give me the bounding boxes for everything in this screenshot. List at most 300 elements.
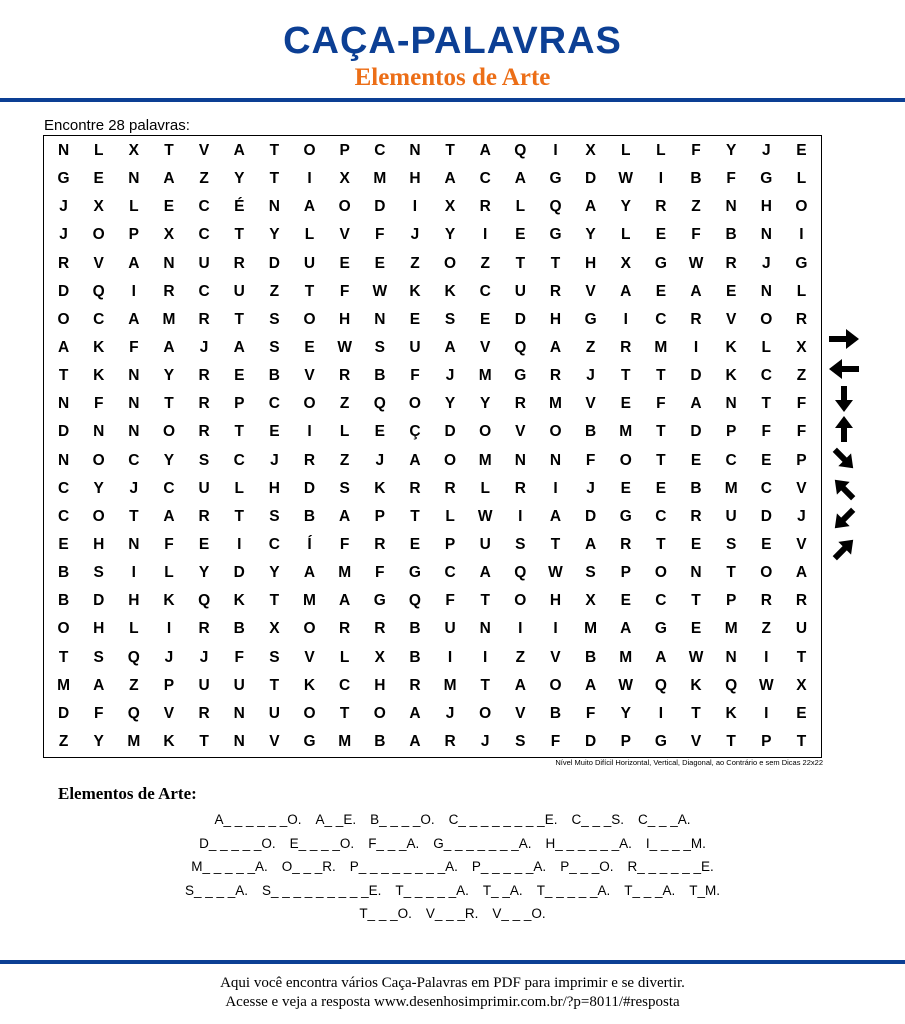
- grid-letter: I: [483, 226, 488, 244]
- grid-letter: P: [761, 732, 772, 750]
- grid-letter: T: [726, 732, 736, 750]
- grid-letter: T: [621, 367, 631, 385]
- grid-letter: R: [163, 282, 175, 300]
- grid-letter: O: [162, 423, 175, 441]
- grid-letter: L: [129, 620, 139, 638]
- grid-letter: I: [518, 507, 523, 525]
- grid-letter: O: [92, 226, 105, 244]
- grid-letter: A: [549, 339, 562, 357]
- difficulty-note: Nível Muito Difícil Horizontal, Vertical, Diagonal, ao Contrário e sem Dicas 22x22: [555, 758, 823, 767]
- grid-letter: L: [796, 282, 807, 300]
- grid-letter: D: [93, 592, 105, 610]
- grid-letter: R: [655, 198, 667, 216]
- grid-letter: P: [725, 423, 737, 441]
- wordlist-item: T_M.: [689, 882, 721, 898]
- grid-letter: Z: [480, 254, 490, 272]
- grid-letter: O: [619, 451, 632, 469]
- grid-letter: F: [164, 535, 174, 553]
- grid-letter: P: [444, 535, 456, 553]
- grid-letter: A: [655, 648, 667, 666]
- grid-letter: L: [93, 142, 104, 160]
- grid-letter: G: [654, 732, 667, 750]
- grid-letter: H: [409, 170, 421, 188]
- grid-letter: A: [444, 339, 456, 357]
- grid-letter: G: [619, 507, 632, 525]
- grid-letter: U: [268, 704, 280, 722]
- grid-letter: S: [585, 564, 596, 582]
- grid-letter: R: [725, 254, 737, 272]
- grid-letter: N: [128, 367, 140, 385]
- grid-letter: E: [93, 170, 104, 188]
- grid-letter: O: [408, 395, 421, 413]
- grid-letter: T: [269, 592, 280, 610]
- grid-letter: Y: [620, 198, 631, 216]
- grid-letter: T: [656, 367, 666, 385]
- grid-letter: A: [514, 676, 526, 694]
- grid-letter: N: [57, 142, 70, 160]
- grid-letter: T: [199, 732, 209, 750]
- grid-letter: F: [93, 395, 104, 413]
- grid-letter: S: [269, 339, 280, 357]
- grid-letter: F: [234, 648, 244, 666]
- grid-letter: S: [269, 310, 280, 328]
- grid-letter: V: [339, 226, 350, 244]
- grid-letter: E: [58, 535, 69, 553]
- grid-letter: A: [585, 198, 597, 216]
- grid-letter: M: [654, 339, 668, 357]
- wordlist-item: F_ _ _A.: [368, 835, 420, 851]
- grid-letter: I: [131, 564, 136, 582]
- grid-letter: V: [480, 339, 491, 357]
- grid-letter: Q: [127, 704, 140, 722]
- grid-letter: R: [374, 620, 386, 638]
- grid-letter: X: [444, 198, 456, 216]
- grid-letter: U: [303, 254, 316, 272]
- grid-letter: G: [584, 310, 597, 328]
- grid-letter: I: [447, 648, 453, 666]
- grid-letter: A: [233, 142, 245, 160]
- grid-letter: M: [338, 732, 352, 750]
- grid-letter: J: [59, 226, 68, 244]
- grid-letter: A: [339, 592, 351, 610]
- grid-letter: O: [92, 507, 105, 525]
- grid-letter: M: [549, 395, 562, 413]
- grid-letter: S: [93, 648, 104, 666]
- grid-letter: P: [620, 732, 631, 750]
- grid-letter: E: [304, 339, 315, 357]
- grid-letter: E: [725, 282, 737, 300]
- grid-letter: J: [199, 648, 209, 666]
- grid-letter: I: [553, 479, 558, 497]
- footer-line-1: Aqui você encontra vários Caça-Palavras em PDF para imprimir e se divertir.: [220, 975, 685, 991]
- grid-letter: A: [585, 676, 597, 694]
- grid-letter: B: [585, 423, 597, 441]
- grid-letter: C: [163, 479, 175, 497]
- grid-letter: Y: [93, 479, 104, 497]
- grid-letter: D: [585, 507, 597, 525]
- grid-letter: C: [655, 592, 667, 610]
- grid-letter: P: [620, 564, 631, 582]
- grid-letter: A: [409, 704, 421, 722]
- grid-letter: F: [796, 423, 807, 441]
- grid-letter: F: [445, 592, 455, 610]
- grid-letter: F: [375, 226, 385, 244]
- grid-letter: F: [691, 142, 701, 160]
- grid-letter: E: [655, 479, 667, 497]
- grid-letter: N: [760, 282, 772, 300]
- grid-letter: K: [690, 676, 702, 694]
- grid-letter: R: [233, 254, 245, 272]
- arrow-down-right-icon: [826, 445, 862, 473]
- grid-letter: U: [233, 282, 245, 300]
- grid-letter: O: [760, 564, 773, 582]
- grid-letter: L: [621, 142, 631, 160]
- grid-letter: Q: [654, 676, 667, 694]
- grid-letter: P: [725, 592, 737, 610]
- grid-letter: H: [93, 620, 105, 638]
- grid-letter: U: [198, 254, 210, 272]
- grid-letter: A: [479, 142, 491, 160]
- grid-letter: R: [479, 198, 491, 216]
- grid-letter: O: [303, 704, 316, 722]
- grid-letter: O: [303, 310, 316, 328]
- grid-letter: N: [514, 451, 526, 469]
- grid-letter: U: [198, 479, 210, 497]
- grid-letter: T: [761, 395, 772, 413]
- grid-letter: T: [691, 592, 701, 610]
- grid-letter: J: [761, 254, 771, 272]
- grid-letter: O: [92, 451, 105, 469]
- grid-letter: L: [304, 226, 315, 244]
- grid-letter: I: [166, 620, 172, 638]
- grid-letter: O: [303, 142, 316, 160]
- grid-letter: I: [658, 170, 664, 188]
- grid-letter: R: [549, 282, 562, 300]
- wordlist-item: G_ _ _ _ _ _ _A.: [433, 835, 532, 851]
- grid-letter: G: [760, 170, 773, 188]
- wordlist-item: D_ _ _ _ _O.: [199, 835, 276, 851]
- grid-letter: X: [339, 170, 350, 188]
- wordlist-line: [0, 832, 905, 856]
- grid-letter: A: [690, 395, 702, 413]
- grid-letter: M: [303, 592, 316, 610]
- wordlist-title: Elementos de Arte:: [58, 784, 197, 803]
- page-subtitle: Elementos de Arte: [354, 64, 551, 91]
- grid-letter: Z: [691, 198, 701, 216]
- grid-letter: A: [620, 620, 632, 638]
- grid-letter: R: [620, 535, 632, 553]
- grid-letter: V: [93, 254, 104, 272]
- grid-letter: V: [198, 142, 210, 160]
- grid-letter: A: [303, 198, 316, 216]
- grid-letter: L: [339, 423, 350, 441]
- grid-letter: J: [797, 507, 806, 525]
- grid-letter: Q: [549, 198, 562, 216]
- grid-letter: S: [515, 535, 526, 553]
- grid-letter: N: [374, 310, 386, 328]
- grid-letter: G: [57, 170, 70, 188]
- grid-letter: D: [514, 310, 526, 328]
- grid-letter: F: [339, 535, 350, 553]
- grid-letter: Z: [339, 451, 350, 469]
- grid-letter: T: [164, 142, 174, 160]
- grid-letter: U: [725, 507, 737, 525]
- grid-letter: D: [585, 170, 597, 188]
- grid-letter: O: [514, 592, 527, 610]
- grid-letter: T: [480, 592, 490, 610]
- grid-letter: R: [409, 676, 421, 694]
- grid-letter: N: [57, 395, 70, 413]
- grid-letter: N: [409, 142, 421, 160]
- grid-letter: M: [443, 676, 457, 694]
- grid-letter: A: [409, 451, 421, 469]
- wordlist-item: C_ _ _ _ _ _ _ _E.: [448, 812, 558, 827]
- grid-letter: R: [620, 339, 632, 357]
- arrow-up-icon: [826, 415, 862, 443]
- grid-letter: C: [93, 310, 105, 328]
- grid-letter: P: [339, 142, 350, 160]
- grid-letter: X: [269, 620, 280, 638]
- grid-letter: U: [198, 676, 210, 694]
- footer: [0, 974, 905, 1012]
- grid-letter: T: [234, 423, 244, 441]
- grid-letter: K: [725, 367, 737, 385]
- grid-letter: O: [303, 620, 316, 638]
- grid-letter: F: [796, 395, 807, 413]
- grid-letter: B: [233, 620, 245, 638]
- grid-letter: P: [163, 676, 175, 694]
- grid-letter: R: [795, 310, 808, 328]
- grid-letter: O: [479, 423, 492, 441]
- grid-letter: T: [269, 142, 280, 160]
- grid-letter: T: [796, 732, 807, 750]
- grid-letter: V: [725, 310, 737, 328]
- grid-letter: K: [725, 704, 737, 722]
- grid-letter: T: [269, 676, 280, 694]
- grid-letter: R: [339, 620, 351, 638]
- grid-letter: R: [198, 507, 210, 525]
- wordlist-item: H_ _ _ _ _ _A.: [545, 835, 632, 851]
- grid-letter: A: [128, 310, 140, 328]
- grid-letter: N: [128, 170, 140, 188]
- grid-letter: Y: [234, 170, 245, 188]
- grid-letter: Z: [410, 254, 420, 272]
- grid-letter: R: [514, 479, 526, 497]
- grid-letter: A: [690, 282, 702, 300]
- grid-letter: M: [619, 648, 633, 666]
- grid-letter: R: [690, 310, 702, 328]
- grid-letter: R: [514, 395, 526, 413]
- grid-letter: C: [444, 564, 456, 582]
- grid-letter: K: [233, 592, 245, 610]
- grid-letter: I: [307, 170, 312, 188]
- grid-letter: Q: [92, 282, 105, 300]
- grid-letter: C: [57, 507, 70, 525]
- wordlist-item: S_ _ _ _ _ _ _ _ _E.: [262, 882, 382, 898]
- grid-letter: B: [549, 704, 562, 722]
- grid-letter: L: [164, 564, 174, 582]
- grid-letter: D: [268, 254, 280, 272]
- grid-letter: A: [585, 535, 597, 553]
- grid-letter: T: [234, 226, 244, 244]
- grid-letter: D: [57, 704, 70, 722]
- grid-letter: S: [339, 479, 350, 497]
- grid-letter: Y: [269, 226, 280, 244]
- grid-letter: O: [303, 395, 316, 413]
- word-search-grid: [43, 135, 822, 758]
- grid-letter: T: [656, 423, 666, 441]
- grid-letter: K: [163, 732, 175, 750]
- grid-letter: J: [59, 198, 68, 216]
- grid-letter: C: [198, 226, 210, 244]
- grid-letter: I: [412, 198, 418, 216]
- footer-line-2: Acesse e veja a resposta www.desenhosimprimir.com.br/?p=8011/#resposta: [225, 994, 680, 1010]
- grid-letter: Q: [514, 564, 527, 582]
- grid-letter: Ç: [409, 423, 421, 441]
- grid-letter: E: [796, 142, 807, 160]
- grid-letter: J: [270, 451, 279, 469]
- grid-letter: T: [164, 395, 174, 413]
- grid-letter: D: [444, 423, 456, 441]
- grid-letter: O: [795, 198, 808, 216]
- grid-letter: S: [725, 535, 737, 553]
- grid-letter: E: [655, 282, 667, 300]
- grid-letter: W: [477, 507, 493, 525]
- grid-letter: B: [303, 507, 316, 525]
- grid-letter: Q: [373, 395, 386, 413]
- grid-letter: X: [128, 142, 139, 160]
- grid-letter: A: [163, 507, 175, 525]
- grid-letter: G: [549, 226, 562, 244]
- grid-letter: E: [339, 254, 350, 272]
- grid-letter: V: [585, 395, 596, 413]
- grid-letter: E: [796, 704, 807, 722]
- grid-letter: E: [374, 254, 385, 272]
- grid-letter: J: [129, 479, 139, 497]
- wordlist-item: P_ _ _O.: [560, 859, 614, 874]
- grid-letter: G: [654, 620, 667, 638]
- grid-letter: V: [304, 648, 315, 666]
- grid-letter: W: [372, 282, 388, 300]
- grid-letter: N: [268, 198, 280, 216]
- grid-letter: I: [518, 620, 523, 638]
- grid-letter: J: [586, 479, 595, 497]
- grid-letter: R: [198, 395, 210, 413]
- grid-letter: C: [655, 310, 667, 328]
- grid-letter: C: [57, 479, 70, 497]
- grid-letter: N: [760, 226, 772, 244]
- grid-letter: Q: [408, 592, 421, 610]
- grid-letter: C: [268, 535, 280, 553]
- grid-letter: I: [131, 282, 136, 300]
- grid-letter: Y: [163, 451, 175, 469]
- grid-letter: G: [654, 254, 667, 272]
- word-list: [0, 808, 905, 926]
- grid-letter: B: [57, 564, 70, 582]
- grid-letter: F: [761, 423, 772, 441]
- grid-letter: F: [656, 395, 666, 413]
- grid-letter: T: [726, 564, 736, 582]
- grid-letter: E: [163, 198, 175, 216]
- grid-letter: T: [58, 367, 69, 385]
- grid-letter: Y: [444, 226, 456, 244]
- wordlist-item: V_ _ _R.: [425, 906, 479, 921]
- grid-letter: T: [796, 648, 807, 666]
- grid-letter: A: [444, 170, 456, 188]
- wordlist-item: T_ _ _O.: [359, 906, 412, 921]
- grid-letter: A: [163, 339, 175, 357]
- wordlist-item: T_ _ _ _ _A.: [395, 882, 469, 898]
- grid-letter: O: [57, 620, 70, 638]
- grid-letter: F: [691, 226, 701, 244]
- grid-letter: G: [373, 592, 386, 610]
- grid-letter: S: [198, 451, 210, 469]
- grid-letter: Y: [93, 732, 104, 750]
- grid-letter: L: [480, 479, 490, 497]
- grid-letter: E: [409, 535, 421, 553]
- grid-letter: V: [515, 704, 526, 722]
- grid-letter: L: [761, 339, 772, 357]
- grid-letter: X: [374, 648, 385, 666]
- grid-letter: T: [550, 254, 561, 272]
- grid-letter: Y: [725, 142, 737, 160]
- grid-letter: M: [724, 620, 738, 638]
- grid-letter: M: [338, 564, 352, 582]
- grid-letter: R: [198, 367, 210, 385]
- grid-letter: H: [268, 479, 280, 497]
- grid-letter: C: [198, 282, 210, 300]
- grid-letter: I: [799, 226, 804, 244]
- grid-letter: D: [233, 564, 245, 582]
- grid-letter: T: [339, 704, 350, 722]
- grid-letter: M: [373, 170, 387, 188]
- grid-letter: C: [198, 198, 210, 216]
- grid-letter: E: [690, 451, 702, 469]
- grid-letter: J: [410, 226, 420, 244]
- grid-letter: C: [760, 367, 772, 385]
- grid-letter: W: [548, 564, 563, 582]
- grid-letter: N: [93, 423, 105, 441]
- grid-letter: W: [618, 170, 634, 188]
- wordlist-item: V_ _ _O.: [492, 906, 546, 921]
- grid-letter: E: [655, 226, 667, 244]
- grid-letter: L: [656, 142, 666, 160]
- grid-letter: Q: [198, 592, 211, 610]
- grid-letter: A: [620, 282, 632, 300]
- grid-letter: R: [198, 704, 210, 722]
- instruction-text: Encontre 28 palavras:: [44, 117, 190, 134]
- grid-letter: M: [127, 732, 141, 750]
- grid-letter: M: [584, 620, 598, 638]
- grid-letter: X: [796, 676, 807, 694]
- grid-letter: P: [374, 507, 385, 525]
- grid-letter: A: [233, 339, 245, 357]
- grid-letter: L: [234, 479, 244, 497]
- grid-letter: Z: [339, 395, 350, 413]
- grid-letter: P: [796, 451, 807, 469]
- grid-letter: I: [693, 339, 699, 357]
- grid-letter: C: [374, 142, 386, 160]
- grid-letter: R: [374, 535, 386, 553]
- grid-letter: B: [585, 648, 597, 666]
- grid-letter: E: [620, 479, 631, 497]
- grid-letter: D: [690, 423, 702, 441]
- wordlist-item: O_ _ _R.: [281, 859, 336, 874]
- grid-letter: N: [725, 395, 737, 413]
- grid-letter: R: [444, 479, 456, 497]
- grid-letter: U: [409, 339, 421, 357]
- grid-letter: Q: [725, 676, 738, 694]
